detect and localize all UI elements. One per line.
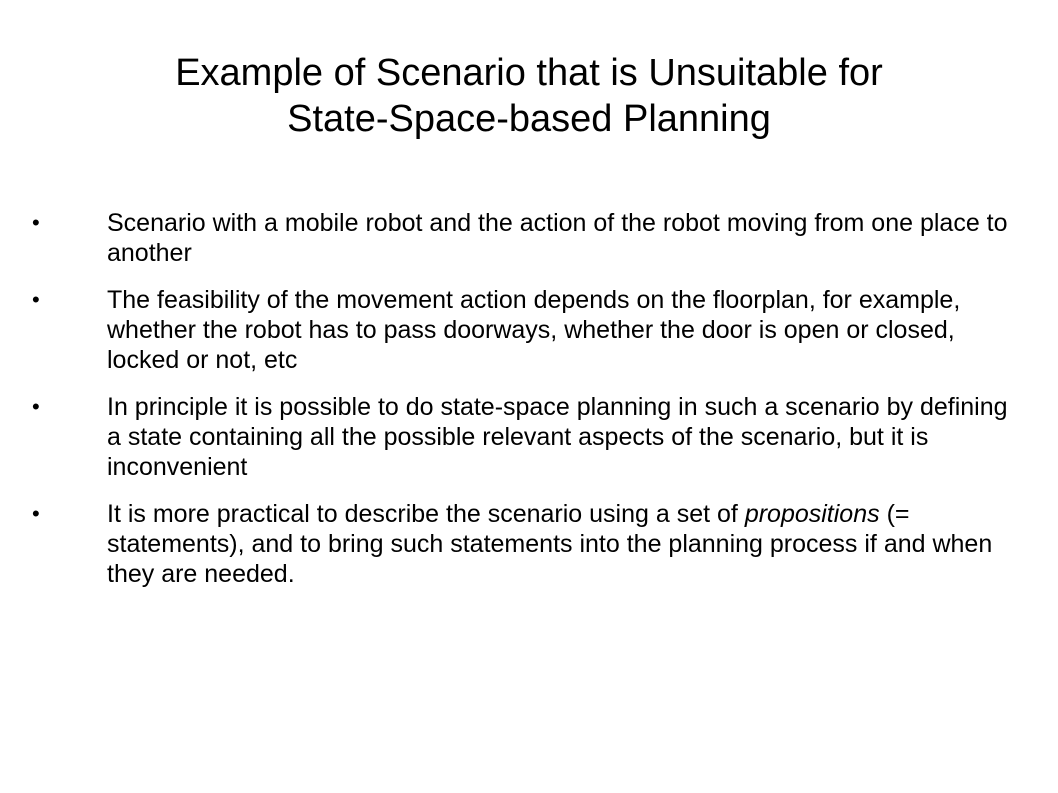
bullet-icon: • xyxy=(32,287,40,312)
bullet-icon: • xyxy=(32,210,40,235)
bullet-item xyxy=(0,392,1058,482)
bullet-item xyxy=(0,499,1058,589)
bullet-text: The feasibility of the movement action depends on the floorplan, for example, whether the robot has to pass doorways, whether the door is open or closed, locked or not, etc xyxy=(107,286,961,374)
bullet-item xyxy=(0,208,1058,268)
slide-title-line-1: Example of Scenario that is Unsuitable for xyxy=(175,52,883,94)
bullet-icon: • xyxy=(32,501,40,526)
slide-title xyxy=(40,50,1018,142)
bullet-icon: • xyxy=(32,394,40,419)
bullet-list xyxy=(0,208,1058,606)
bullet-emphasis: propositions xyxy=(744,500,880,528)
bullet-text xyxy=(107,500,992,588)
bullet-text: In principle it is possible to do state-space planning in such a scenario by defining a state containing all the possible relevant aspects of the scenario, but it is inconvenient xyxy=(107,393,1008,481)
slide-title-line-2: State-Space-based Planning xyxy=(287,98,771,140)
bullet-text-part: (= statements), and to bring such statements into the planning process if and when they are needed. xyxy=(107,500,993,588)
bullet-item xyxy=(0,285,1058,375)
bullet-text-part: It is more practical to describe the scenario using a set of xyxy=(107,500,745,528)
bullet-text: Scenario with a mobile robot and the action of the robot moving from one place to another xyxy=(107,209,1008,267)
